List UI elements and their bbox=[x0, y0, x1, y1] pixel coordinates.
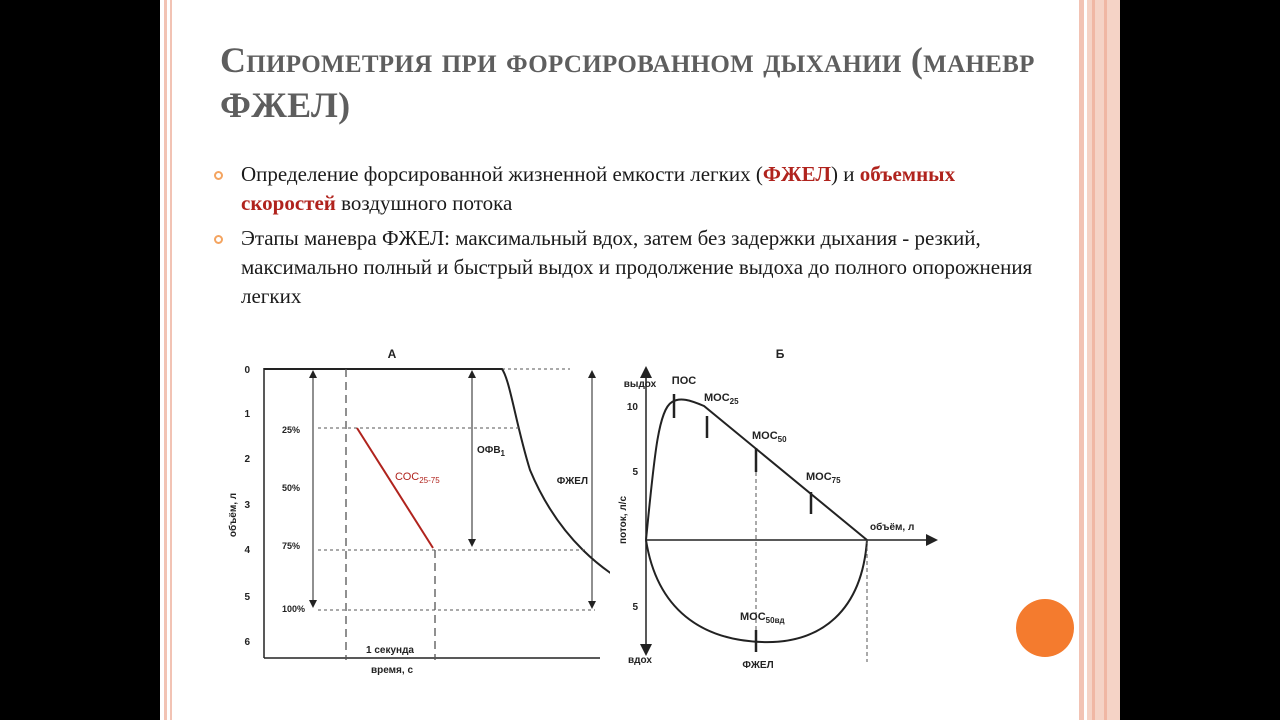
percent-label: 100% bbox=[282, 604, 306, 614]
slide-right-stripe bbox=[1079, 0, 1084, 720]
highlight-fvc: ФЖЕЛ bbox=[762, 162, 831, 186]
bullet-list bbox=[214, 160, 1034, 317]
slide-title: Спирометрия при форсированном дыхании (маневр ФЖЕЛ) bbox=[220, 40, 1035, 125]
volume-time-curve bbox=[264, 369, 610, 610]
diagram-b-letter: Б bbox=[775, 347, 785, 361]
y-axis-label: объём, л bbox=[228, 492, 239, 538]
slide-right-stripe bbox=[1092, 0, 1095, 720]
slide-left-stripe bbox=[164, 0, 167, 720]
y-axis bbox=[264, 368, 600, 658]
y-tick: 4 bbox=[244, 545, 250, 556]
y-tick: 5 bbox=[244, 592, 250, 603]
mos25-label: $МОС_{25}$ bbox=[704, 392, 739, 406]
x-axis-label: время, с bbox=[370, 665, 414, 676]
percent-label: 50% bbox=[282, 483, 301, 493]
expiration-label: выдох bbox=[623, 379, 657, 390]
diagram-a-letter: А bbox=[387, 347, 397, 361]
diagram-volume-time bbox=[220, 340, 610, 680]
y-tick: 1 bbox=[244, 409, 250, 420]
y-tick: 5 bbox=[632, 467, 638, 478]
bullet-item bbox=[214, 224, 1034, 311]
diagram-flow-volume bbox=[612, 340, 952, 680]
percent-label: 75% bbox=[282, 541, 301, 551]
bullet-text: воздушного потока bbox=[335, 191, 513, 215]
pos-label: ПОС bbox=[671, 375, 697, 387]
soc-label: $СОС_{25-75}$ bbox=[395, 471, 440, 485]
bullet-item bbox=[214, 160, 1034, 218]
mos50-label: $МОС_{50}$ bbox=[752, 430, 787, 444]
y-tick: 0 bbox=[244, 365, 250, 376]
bullet-text: Определение форсированной жизненной емкости легких ( bbox=[241, 162, 763, 186]
fvc-label-b: ФЖЕЛ bbox=[742, 660, 774, 671]
inspiration-label: вдох bbox=[628, 655, 652, 666]
mos50vd-label: $МОС_{50вд}$ bbox=[740, 611, 785, 625]
fev1-label: $ОФВ_1$ bbox=[477, 445, 505, 458]
percent-label: 25% bbox=[282, 425, 301, 435]
fvc-label-a: ФЖЕЛ bbox=[556, 476, 588, 487]
y-tick: 5 bbox=[632, 602, 638, 613]
y-tick: 3 bbox=[244, 500, 250, 511]
one-second-label: 1 секунда bbox=[366, 645, 414, 656]
bullet-icon bbox=[214, 171, 223, 180]
slide bbox=[160, 0, 1120, 720]
slide-left-stripe bbox=[170, 0, 172, 720]
bullet-icon bbox=[214, 235, 223, 244]
x-axis-label: объём, л bbox=[870, 522, 915, 533]
decorative-circle bbox=[1016, 599, 1074, 657]
y-tick: 2 bbox=[244, 454, 250, 465]
slide-right-stripe bbox=[1104, 0, 1107, 720]
y-tick: 10 bbox=[626, 402, 638, 413]
highlight-flow-rates: объемных скоростей bbox=[241, 162, 956, 215]
soc-line bbox=[357, 428, 433, 548]
bullet-text: Этапы маневра ФЖЕЛ: максимальный вдох, затем без задержки дыхания - резкий, максимально полный и быстрый выдох и продолжение выдоха до полного опорожнения легких bbox=[241, 226, 1033, 308]
mos75-label: $МОС_{75}$ bbox=[806, 471, 841, 485]
y-tick: 6 bbox=[244, 637, 250, 648]
bullet-text: ) и bbox=[831, 162, 860, 186]
y-axis-label: поток, л/с bbox=[618, 495, 629, 545]
